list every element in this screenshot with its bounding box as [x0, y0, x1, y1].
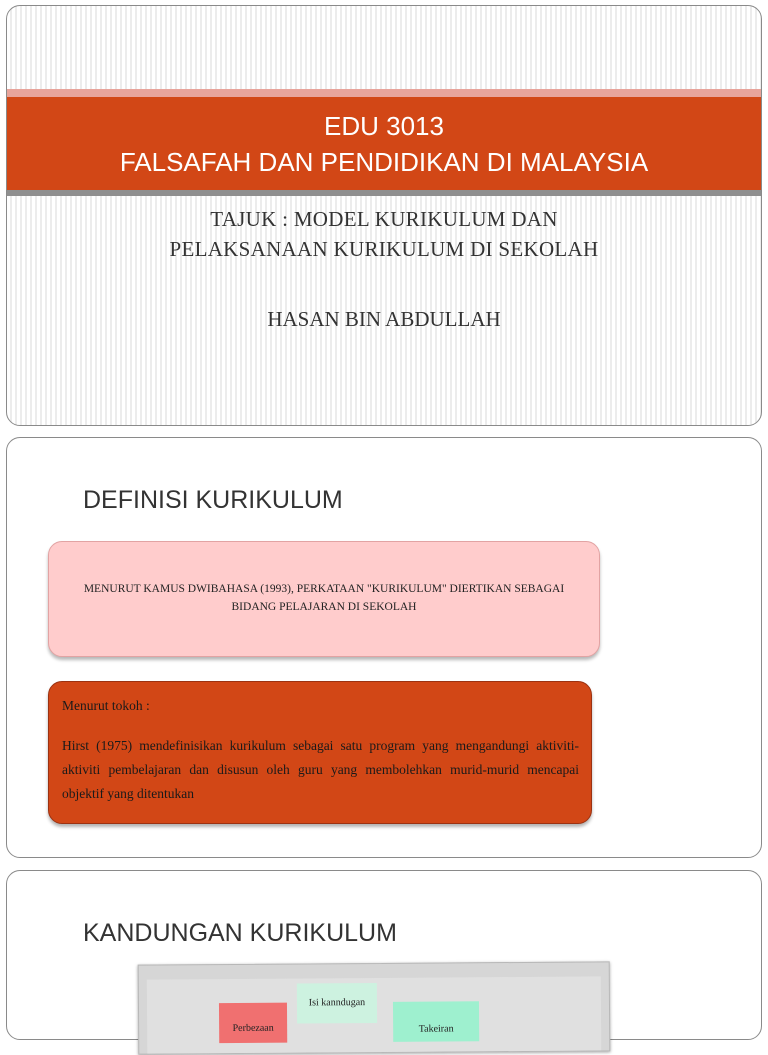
title-band-bottom-stripe [7, 190, 761, 196]
definition-slide [6, 437, 762, 858]
curriculum-diagram [138, 961, 611, 1054]
slide-title: DEFINISI KURIKULUM [83, 486, 343, 514]
diagram-box-perbezaan: Perbezaan [219, 1003, 287, 1043]
course-title: FALSAFAH DAN PENDIDIKAN DI MALAYSIA [119, 147, 649, 177]
slide-title: KANDUNGAN KURIKULUM [83, 919, 397, 947]
title-band-top-stripe [7, 89, 761, 97]
title-band [7, 97, 761, 190]
expert-definition-box [48, 681, 592, 824]
definition-line-1: MENURUT KAMUS DWIBAHASA (1993), PERKATAAN "KURIKULUM" DIERTIKAN SEBAGAI [83, 583, 565, 595]
topic-line-1: TAJUK : MODEL KURIKULUM DAN [210, 207, 558, 231]
content-slide [6, 870, 762, 1040]
title-slide [6, 5, 762, 426]
definition-line-2: BIDANG PELAJARAN DI SEKOLAH [231, 601, 417, 613]
expert-text: Hirst (1975) mendefinisikan kurikulum sebagai satu program yang mengandungi aktiviti-aktiviti pembelajaran dan disusun oleh guru yang membolehkan murid-murid mencapai objektif yang ditentukan [62, 738, 579, 801]
diagram-box-taksiran: Takeiran [393, 1001, 479, 1042]
dictionary-definition-box [48, 541, 600, 657]
expert-heading: Menurut tokoh : [62, 698, 150, 713]
diagram-box-isi-kandungan: Isi kanndugan [297, 983, 377, 1024]
author-name: HASAN BIN ABDULLAH [267, 307, 501, 331]
diagram-canvas [147, 976, 602, 1053]
topic-line-2: PELAKSANAAN KURIKULUM DI SEKOLAH [169, 237, 599, 261]
topic-subtitle [7, 204, 761, 264]
course-code: EDU 3013 [324, 111, 444, 141]
